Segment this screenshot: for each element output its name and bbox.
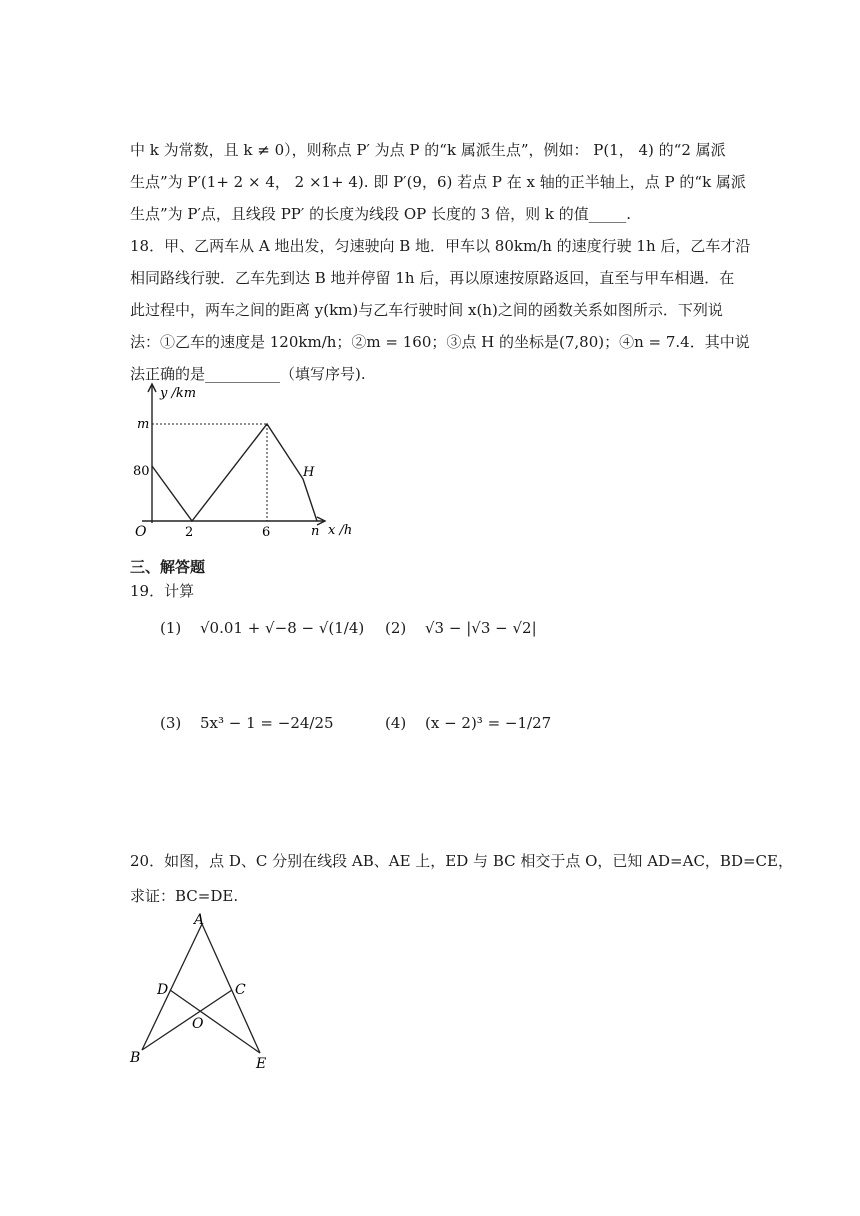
q17-line-2: 生点”为 P′(1+ 2 × 4， 2 ×1+ 4). 即 P′(9，6) 若点 P 在 x 轴的正半轴上，点 P 的“k 属派 xyxy=(130,173,746,191)
q18-line-4: 法：①乙车的速度是 120km/h；②m = 160；③点 H 的坐标是(7,80)；④n = 7.4．其中说 xyxy=(130,333,750,351)
q20-line-1: 20．如图，点 D、C 分别在线段 AB、AE 上，ED 与 BC 相交于点 O，已知 AD=AC，BD=CE， xyxy=(130,852,793,870)
q17-line-3: 生点”为 P′点，且线段 PP′ 的长度为线段 OP 长度的 3 倍，则 k 的值_____. xyxy=(130,205,631,223)
n-label: n xyxy=(311,524,320,539)
point-o-label: O xyxy=(192,1016,204,1032)
geometry-figure xyxy=(120,908,280,1080)
tick-label-80: 80 xyxy=(133,464,150,479)
q19-part-1-expression: √0.01 + √−8 − √(1/4) xyxy=(200,619,365,637)
q19-part-3-expression: 5x³ − 1 = −24/25 xyxy=(200,714,334,732)
point-e-label: E xyxy=(256,1056,267,1072)
tick-label-6: 6 xyxy=(262,525,271,540)
q19-part-4-expression: (x − 2)³ = −1/27 xyxy=(425,714,552,732)
y-axis-label: y /km xyxy=(160,386,197,401)
point-d-label: D xyxy=(157,982,169,998)
point-a-label: A xyxy=(194,912,205,928)
point-b-label: B xyxy=(130,1050,141,1066)
q18-line-3: 此过程中，两车之间的距离 y(km)与乙车行驶时间 x(h)之间的函数关系如图所示．下列说 xyxy=(130,301,723,319)
q18-line-1: 18．甲、乙两车从 A 地出发，匀速驶向 B 地．甲车以 80km/h 的速度行驶 1h 后，乙车才沿 xyxy=(130,237,751,255)
q19-part-2-number: (2) xyxy=(385,619,407,637)
segment-bc xyxy=(142,990,232,1050)
q17-line-1: 中 k 为常数，且 k ≠ 0），则称点 P′ 为点 P 的“k 属派生点”，例如： P(1， 4) 的“2 属派 xyxy=(130,141,726,159)
q19-part-2-expression: √3 − |√3 − √2| xyxy=(425,619,537,637)
m-label: m xyxy=(137,417,150,432)
h-label: H xyxy=(303,465,315,480)
tick-label-2: 2 xyxy=(185,525,194,540)
segment-ae xyxy=(202,924,260,1053)
q18-line-2: 相同路线行驶．乙车先到达 B 地并停留 1h 后，再以原速按原路返回，直至与甲车相遇．在 xyxy=(130,269,735,287)
q19-part-4-number: (4) xyxy=(385,714,407,732)
q19-title: 19．计算 xyxy=(130,582,195,600)
origin-label: O xyxy=(135,524,147,540)
graph-line xyxy=(152,424,317,521)
q20-line-2: 求证：BC=DE. xyxy=(130,887,239,905)
q19-part-3-number: (3) xyxy=(160,714,182,732)
distance-time-graph xyxy=(120,378,370,548)
section-3-title: 三、解答题 xyxy=(130,558,206,576)
x-axis-label: x /h xyxy=(328,523,353,538)
q19-part-1-number: (1) xyxy=(160,619,182,637)
q18-line-5: 法正确的是__________（填写序号). xyxy=(130,365,366,383)
point-c-label: C xyxy=(235,982,246,998)
